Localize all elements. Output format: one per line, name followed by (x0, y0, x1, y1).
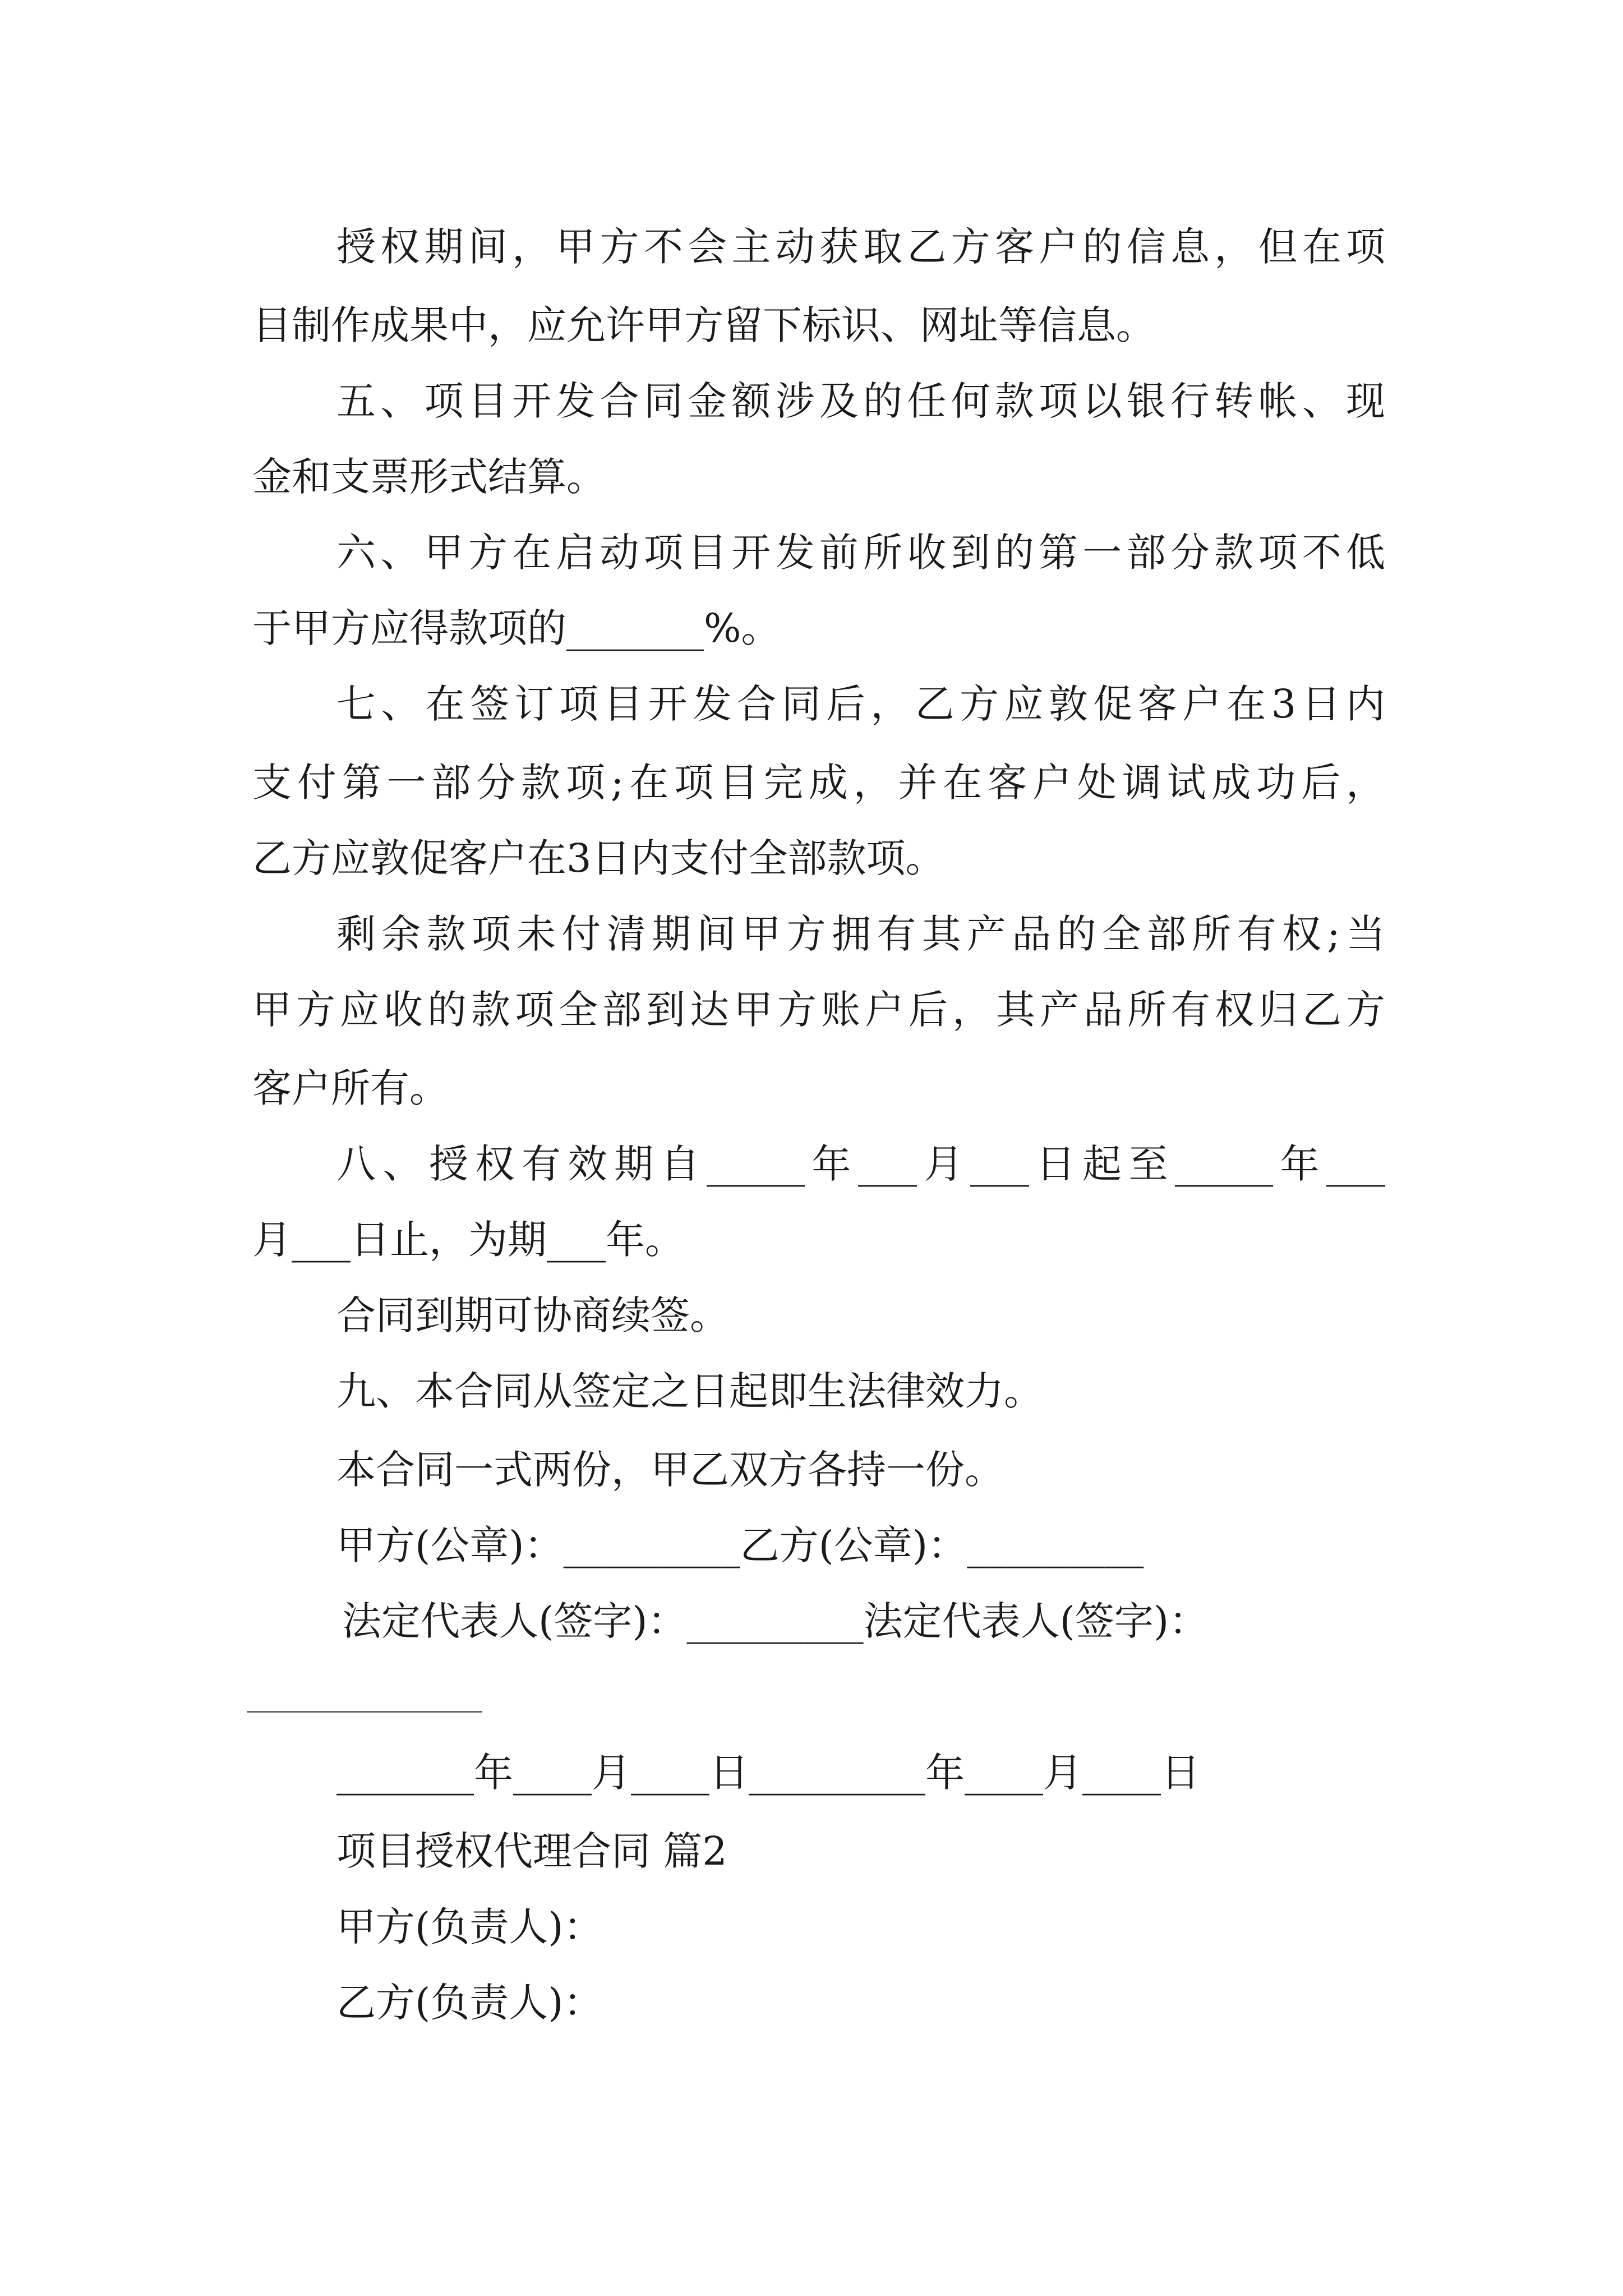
paragraph-line: 于甲方应得款项的_______%。 (252, 605, 781, 651)
legal-rep-signature-line: 法定代表人(签字)：_________法定代表人(签字)： (342, 1598, 1209, 1644)
clause-nine-line: 九、本合同从签定之日起即生法律效力。 (336, 1368, 1043, 1414)
paragraph-line: 客户所有。 (252, 1065, 449, 1111)
date-line: _______年____月____日_________年____月____日 (336, 1750, 1200, 1796)
paragraph-line: 甲方应收的款项全部到达甲方账户后，其产品所有权归乙方 (252, 987, 1385, 1033)
paragraph-line: 乙方应敦促客户在3日内支付全部款项。 (252, 835, 945, 881)
paragraph-line: 支付第一部分款项;在项目完成，并在客户处调试成功后， (252, 760, 1385, 806)
party-a-line: 甲方(负责人)： (336, 1904, 603, 1950)
clause-eight-line: 八、授权有效期自_____年___月___日起至_____年___ (336, 1141, 1385, 1187)
paragraph-line: 剩余款项未付清期间甲方拥有其产品的全部所有权;当 (336, 911, 1385, 957)
paragraph-line: 合同到期可协商续签。 (336, 1292, 729, 1338)
paragraph-line: 月___日止，为期___年。 (252, 1217, 684, 1263)
paragraph-line: 授权期间，甲方不会主动获取乙方客户的信息，但在项 (336, 224, 1385, 270)
paragraph-line: 本合同一式两份，甲乙双方各持一份。 (336, 1447, 1004, 1493)
party-a-seal-line: 甲方(公章)：_________乙方(公章)：_________ (336, 1522, 1144, 1568)
party-b-line: 乙方(负责人)： (336, 1980, 603, 2026)
clause-six-line: 六、甲方在启动项目开发前所收到的第一部分款项不低 (336, 530, 1385, 576)
clause-five-line: 五、项目开发合同金额涉及的任何款项以银行转帐、现 (336, 378, 1385, 424)
clause-seven-line: 七、在签订项目开发合同后，乙方应敦促客户在3日内 (336, 681, 1385, 727)
section-heading: 项目授权代理合同 篇2 (336, 1828, 727, 1874)
paragraph-line: 金和支票形式结算。 (252, 454, 606, 500)
paragraph-line: 目制作成果中，应允许甲方留下标识、网址等信息。 (252, 302, 1155, 348)
signature-rule (247, 1711, 482, 1713)
